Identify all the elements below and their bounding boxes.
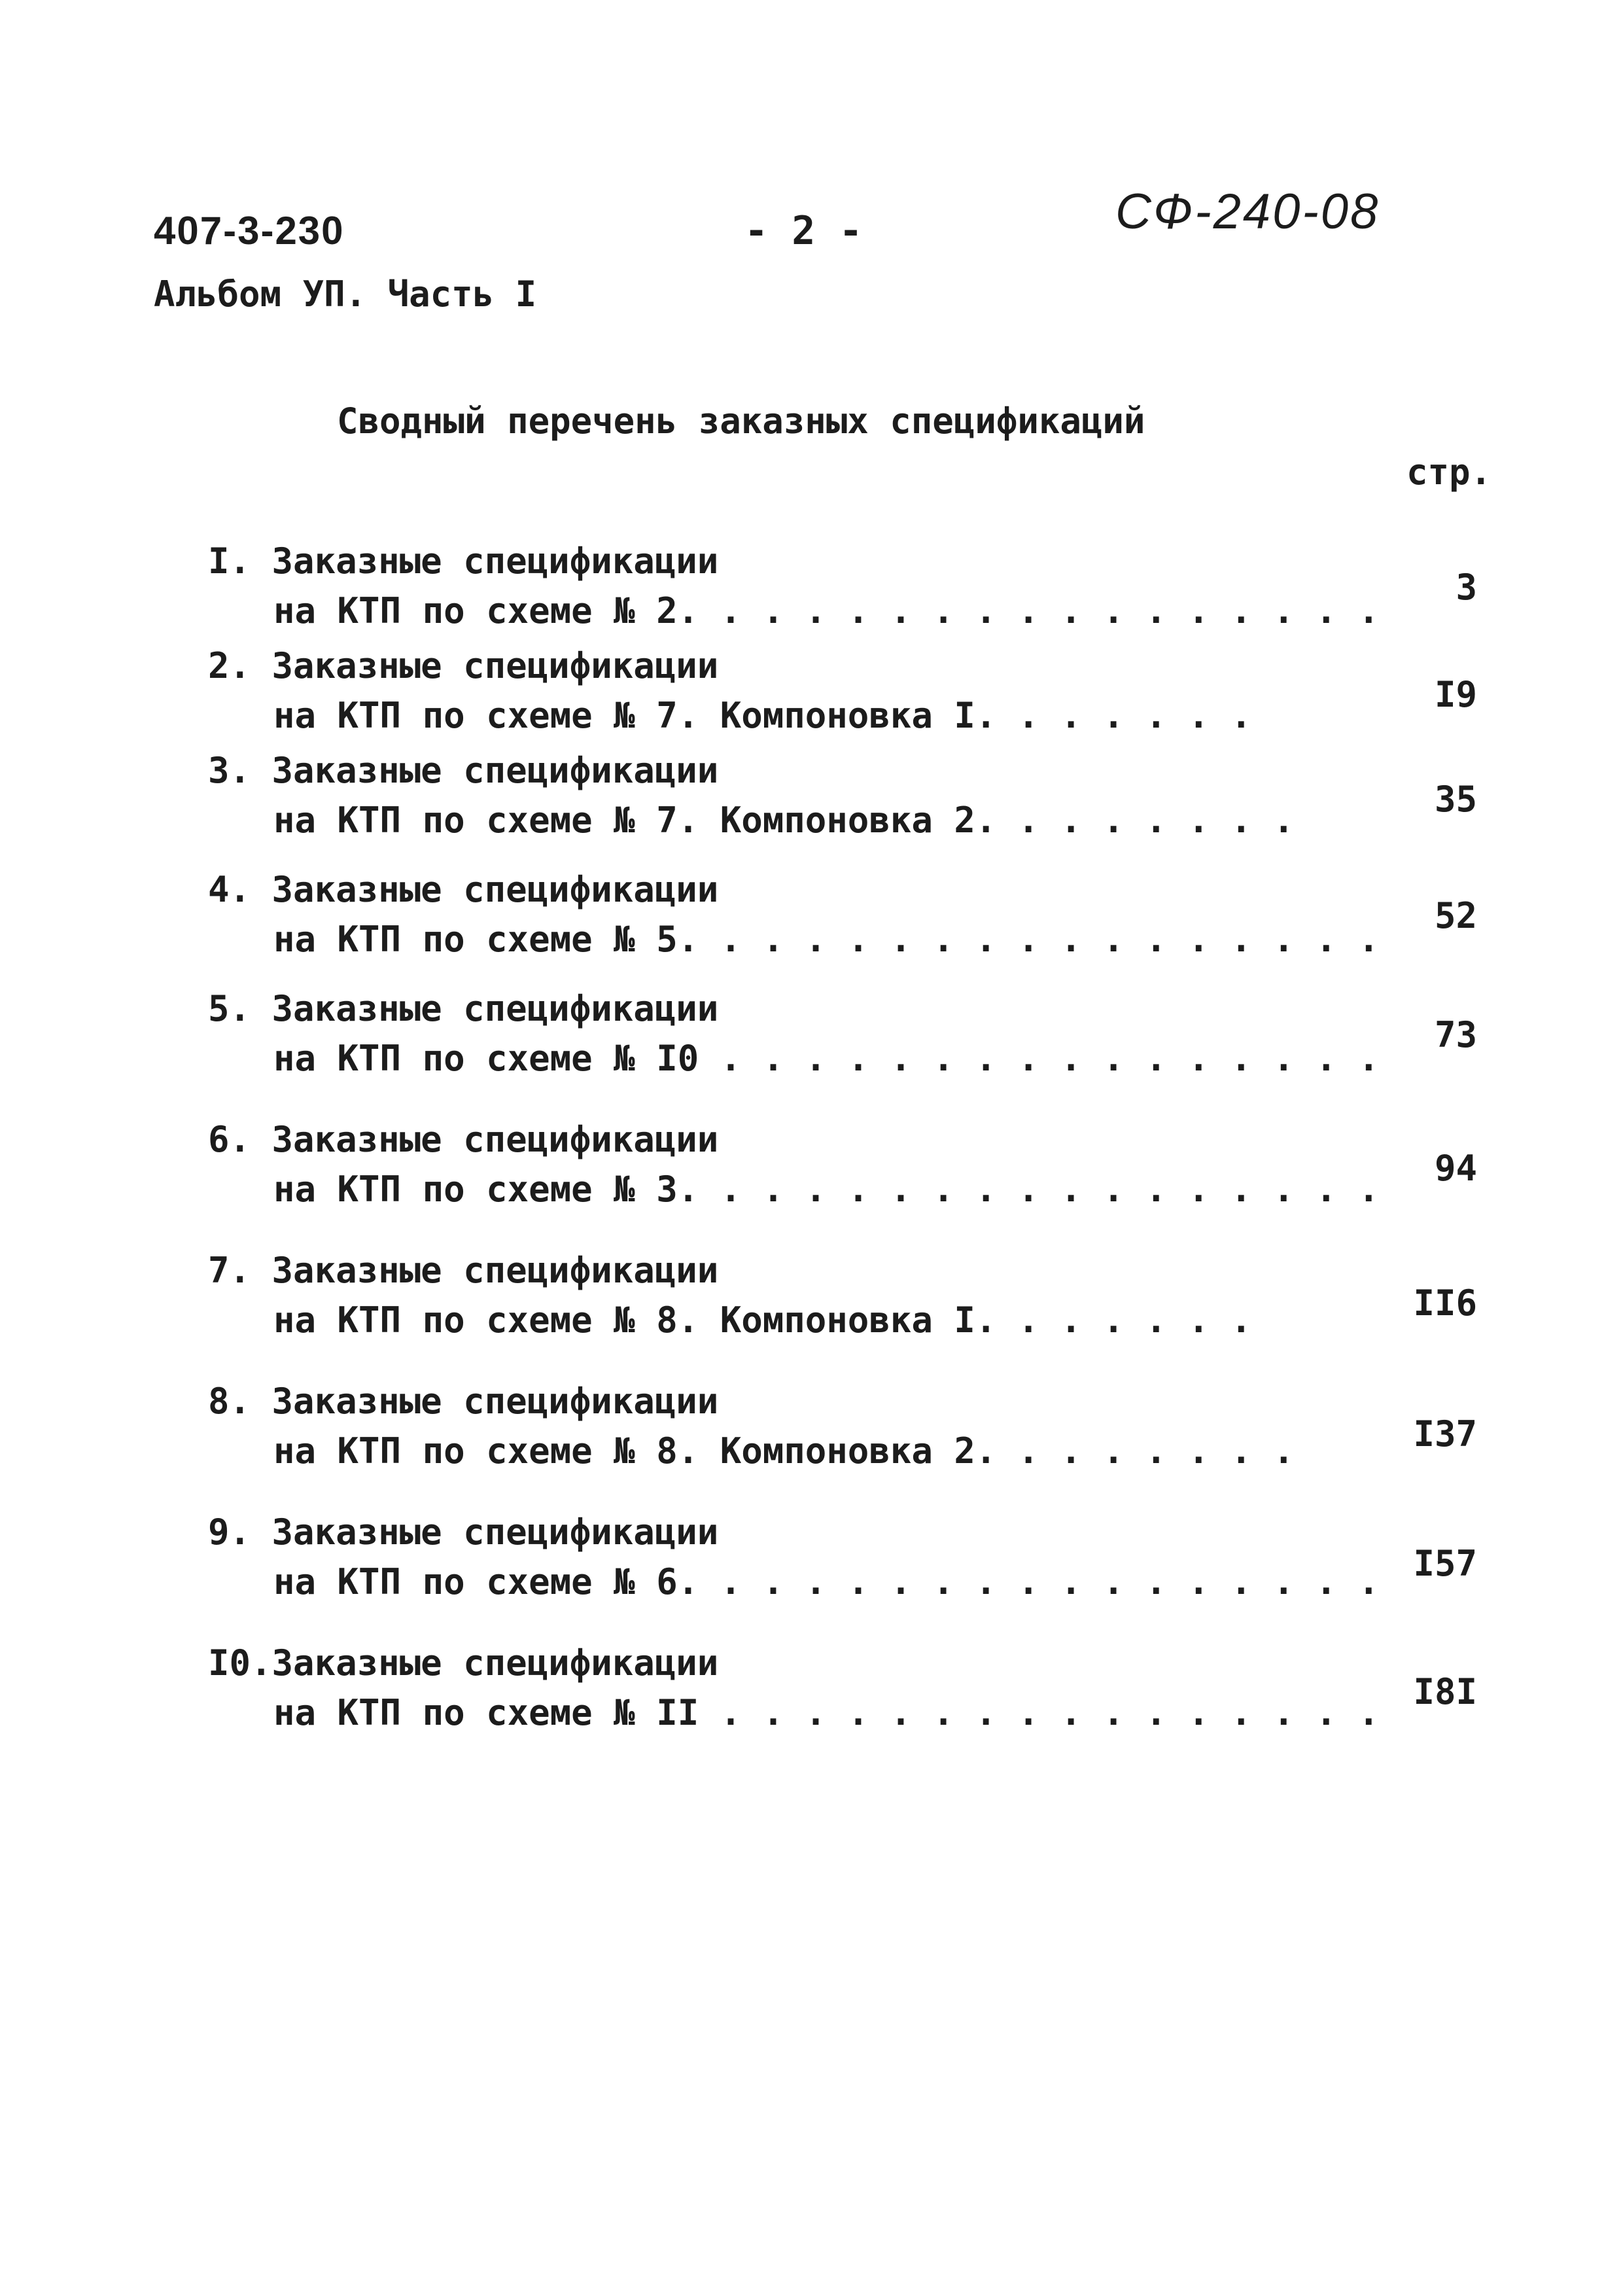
entry-number: 8.: [208, 1381, 251, 1422]
entry-number: 4.: [208, 869, 251, 910]
entry-page: II6: [1413, 1282, 1477, 1324]
entry-subtitle: на КТП по схеме № II . . . . . . . . . . . . . . . .: [273, 1692, 1380, 1733]
entry-title: Заказные спецификации: [271, 869, 719, 910]
entry-page: I57: [1413, 1543, 1477, 1584]
document-code: 407-3-230: [154, 209, 345, 253]
page-title: Сводный перечень заказных спецификаций: [337, 400, 1145, 442]
document-stamp: СФ-240-08: [1115, 184, 1380, 239]
entry-subtitle: на КТП по схеме № 8. Компоновка I. . . . . . .: [273, 1299, 1252, 1341]
entry-title: Заказные спецификации: [271, 1511, 719, 1553]
entry-subtitle: на КТП по схеме № 8. Компоновка 2. . . . . . . .: [273, 1430, 1295, 1472]
list-item: [208, 1115, 1477, 1214]
entry-page: 73: [1434, 1014, 1477, 1055]
entry-number: 6.: [208, 1119, 251, 1160]
list-item: [208, 865, 1477, 964]
list-item: [208, 537, 1477, 636]
entry-subtitle: на КТП по схеме № I0 . . . . . . . . . . . . . . . .: [273, 1038, 1380, 1079]
entry-page: 94: [1434, 1148, 1477, 1189]
entry-page: 52: [1434, 895, 1477, 936]
entry-number: 5.: [208, 988, 251, 1029]
entry-subtitle: на КТП по схеме № 5. . . . . . . . . . . . . . . . .: [273, 919, 1380, 960]
entry-number: 2.: [208, 645, 251, 686]
entry-number: 9.: [208, 1511, 251, 1553]
page-column-label: стр.: [1406, 451, 1492, 493]
list-item: [208, 1246, 1477, 1345]
list-item: [208, 1377, 1477, 1476]
entry-title: Заказные спецификации: [271, 1119, 719, 1160]
entry-number: I.: [208, 540, 251, 582]
entry-subtitle: на КТП по схеме № 3. . . . . . . . . . . . . . . . .: [273, 1169, 1380, 1210]
entry-title: Заказные спецификации: [271, 1250, 719, 1291]
entry-subtitle: на КТП по схеме № 7. Компоновка I. . . . . . .: [273, 695, 1252, 736]
entry-title: Заказные спецификации: [271, 540, 719, 582]
specification-list: [208, 537, 1477, 1738]
entry-subtitle: на КТП по схеме № 2. . . . . . . . . . . . . . . . .: [273, 590, 1380, 631]
entry-subtitle: на КТП по схеме № 6. . . . . . . . . . . . . . . . .: [273, 1561, 1380, 1602]
list-item: [208, 641, 1477, 741]
entry-title: Заказные спецификации: [271, 1642, 719, 1684]
entry-page: I9: [1434, 674, 1477, 715]
entry-page: 35: [1434, 779, 1477, 820]
entry-title: Заказные спецификации: [271, 750, 719, 791]
entry-title: Заказные спецификации: [271, 645, 719, 686]
entry-title: Заказные спецификации: [271, 1381, 719, 1422]
entry-number: 3.: [208, 750, 251, 791]
list-item: [208, 1638, 1477, 1738]
entry-page: I8I: [1413, 1671, 1477, 1712]
entry-number: 7.: [208, 1250, 251, 1291]
entry-number: I0.: [208, 1642, 272, 1684]
album-label: Альбом УП. Часть I: [154, 274, 537, 315]
list-item: [208, 1508, 1477, 1607]
list-item: [208, 984, 1477, 1084]
list-item: [208, 746, 1477, 845]
entry-page: 3: [1456, 567, 1477, 608]
entry-page: I37: [1413, 1413, 1477, 1455]
entry-title: Заказные спецификации: [271, 988, 719, 1029]
entry-subtitle: на КТП по схеме № 7. Компоновка 2. . . . . . . .: [273, 800, 1295, 841]
page-number: - 2 -: [744, 208, 863, 254]
